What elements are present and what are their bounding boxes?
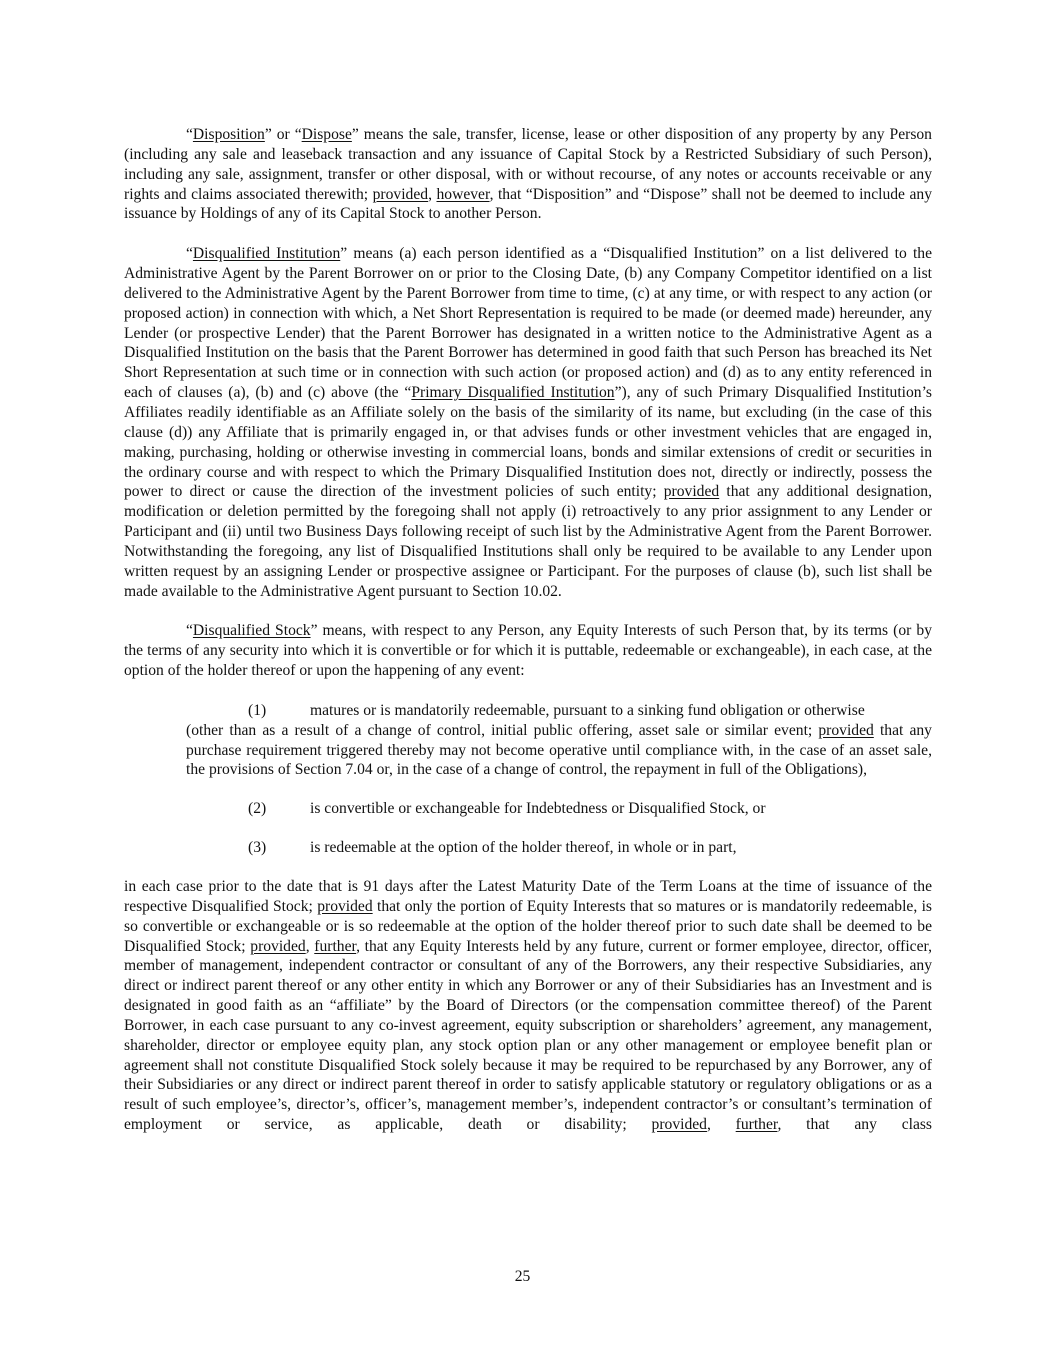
defined-term: further bbox=[735, 1116, 778, 1134]
definition-disqualified-institution bbox=[124, 244, 932, 601]
text-run: , that any Equity Interests held by any future, current or former employee, director, officer, member of management, independent contractor or consultant of any of the Borrowers, any their respective Subsidiaries, any direct or indirect parent thereof or any other entity in which any Borrower or any of their Subsidiaries has an Investment and is designated in good faith as an “affiliate” by the Board of Directors (or the compensation committee thereof) of the Parent Borrower, in each case pursuant to any co-invest agreement, equity subscription or shareholders’ agreement, any management, shareholder, director or employee equity plan, any stock option plan or any other management or employee benefit plan or agreement shall not constitute Disqualified Stock solely because it may be required to be repurchased by any Borrower, any of their Subsidiaries or any direct or indirect parent thereof in order to satisfy applicable statutory or regulatory obligations or as a result of such employee’s, director’s, officer’s, management member’s, independent contractor’s or consultant’s termination of employment or service, as applicable, death or disability; bbox=[124, 937, 932, 1134]
text-run: ” means, with respect to any Person, any Equity Interests of such Person that, by its terms (or by the terms of any security into which it is convertible or for which it is puttable, redeemable or exchangeable), in each case, at the option of the holder thereof or upon the happening of any event: bbox=[124, 622, 932, 680]
clause-2 bbox=[248, 799, 932, 819]
defined-term: provided bbox=[818, 721, 874, 739]
definition-disqualified-stock bbox=[124, 621, 932, 681]
clause-1-continuation bbox=[186, 721, 932, 781]
text-run: ” means (a) each person identified as a “Disqualified Institution” on a list delivered to the Administrative Agent by the Parent Borrower on or prior to the Closing Date, (b) any Company Competitor identified on a list delivered to the Administrative Agent by the Parent Borrower from time to time, (c) at any time, or with respect to any action (or proposed action) in connection with which, a Net Short Representation is required to be made (or deemed made) hereunder, any Lender (or prospective Lender) that the Parent Borrower has designated in a written notice to the Administrative Agent as a Disqualified Institution on the basis that the Parent Borrower has determined in good faith that such Person has breached its Net Short Representation at such time or in connection with such action (or proposed action) and (d) as to any entity referenced in each of clauses (a), (b) and (c) above (the “ bbox=[124, 245, 932, 402]
defined-term: Disqualified Stock bbox=[192, 622, 311, 640]
definition-disposition bbox=[124, 125, 932, 224]
defined-term: Disposition bbox=[192, 126, 265, 143]
defined-term: provided bbox=[651, 1116, 707, 1134]
clause-number: (3) bbox=[248, 839, 267, 857]
text-run: , bbox=[428, 185, 437, 203]
defined-term: however bbox=[436, 185, 490, 203]
text-run: “ bbox=[186, 126, 193, 143]
text-run: in each case prior to the date that is 91 days after the Latest Maturity Date of the Term Loans at the time of issuance of the respective Disqualified Stock; bbox=[124, 878, 932, 915]
clause-3 bbox=[248, 838, 932, 858]
clause-1 bbox=[124, 701, 932, 780]
text-run: that any purchase requirement triggered thereby may not become operative until compliance with, in the case of an asset sale, the provisions of Section 7.04 or, in the case of a change of control, the repayment in full of the Obligations), bbox=[186, 721, 932, 779]
document-page bbox=[124, 125, 932, 1155]
text-run: , bbox=[706, 1116, 736, 1134]
text-run: ”), any of such Primary Disqualified Institution’s Affiliates readily identifiable as an Affiliate solely on the basis of the similarity of its name, but excluding (in the case of this clause (d)) any Affiliate that is primarily engaged in, or that advises funds or other investment vehicles that are engaged in, making, purchasing, holding or otherwise investing in commercial loans, bonds and similar extensions of credit or securities in the ordinary course and with respect to which the Primary Disqualified Institution does not, directly or indirectly, possess the power to direct or cause the direction of the investment policies of such entity; bbox=[124, 384, 932, 501]
text-run: that any additional designation, modification or deletion permitted by the foregoing shall not apply (i) retroactively to any prior assignment to any Lender or Participant and (ii) until two Business Days following receipt of such list by the Administrative Agent from the Parent Borrower. Notwithstanding the foregoing, any list of Disqualified Institutions shall only be required to be available to any Lender upon written request by an assigning Lender or prospective assignee or Participant. For the purposes of clause (b), such list shall be made available to the Administrative Agent pursuant to Section 10.02. bbox=[124, 483, 932, 600]
text-run: “ bbox=[186, 245, 193, 263]
clause-1-first-line bbox=[124, 701, 932, 721]
text-run: that only the portion of Equity Interests that so matures or is mandatorily redeemable, is so convertible or exchangeable or is so redeemable at the option of the holder thereof prior to such date shall be deemed to be Disqualified Stock; bbox=[124, 897, 932, 955]
clause-number: (1) bbox=[248, 701, 267, 719]
text-run: , that “Disposition” and “Dispose” shall not be deemed to include any issuance by Holdings of any of its Capital Stock to another Person. bbox=[124, 185, 932, 223]
clause-text: matures or is mandatorily redeemable, pursuant to a sinking fund obligation or otherwise bbox=[310, 701, 865, 719]
defined-term: Disqualified Institution bbox=[192, 245, 341, 263]
defined-term: Primary Disqualified Institution bbox=[411, 384, 615, 402]
text-run: ” or “ bbox=[264, 126, 302, 143]
text-run: ” means the sale, transfer, license, lease or other disposition of any property by any Person (including any sale and leaseback transaction and any issuance of Capital Stock by a Restricted Subsidiary of such Person), including any sale, assignment, transfer or other disposal, with or without recourse, of any notes or accounts receivable or any rights and claims associated therewith; bbox=[124, 126, 932, 203]
text-run: “ bbox=[186, 622, 193, 640]
defined-term: Dispose bbox=[301, 126, 352, 143]
defined-term: provided bbox=[663, 483, 720, 501]
clause-text: is convertible or exchangeable for Indebtedness or Disqualified Stock, or bbox=[310, 800, 766, 818]
page-number: 25 bbox=[514, 1268, 531, 1285]
clause-number: (2) bbox=[248, 800, 267, 818]
defined-term: provided bbox=[317, 897, 373, 915]
clause-text: is redeemable at the option of the holder thereof, in whole or in part, bbox=[310, 839, 737, 857]
text-run: (other than as a result of a change of control, initial public offering, asset sale or similar event; bbox=[186, 721, 819, 739]
disqualified-stock-continuation bbox=[124, 877, 932, 1135]
defined-term: provided bbox=[250, 937, 306, 955]
text-run: , bbox=[305, 937, 315, 955]
text-run: , that any class bbox=[777, 1116, 933, 1134]
defined-term: further bbox=[314, 937, 357, 955]
defined-term: provided bbox=[372, 185, 429, 203]
